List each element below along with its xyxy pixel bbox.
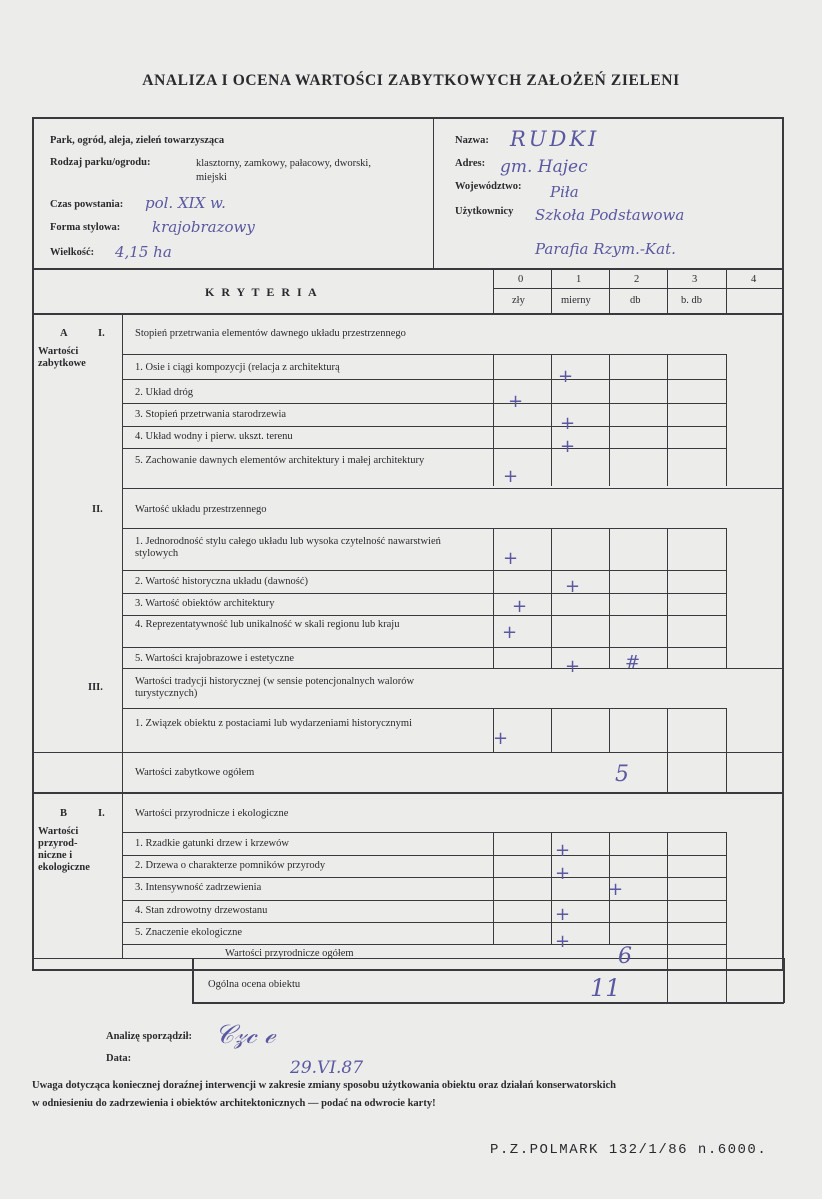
address-value: gm. Hajec bbox=[500, 157, 588, 177]
section-a-i: I. bbox=[98, 328, 105, 339]
park-kind-options-2: miejski bbox=[196, 172, 227, 183]
row-a2-1: 1. Jednorodność stylu całego układu lub wysoka czytelność nawarstwień stylowych bbox=[135, 536, 441, 559]
row-a3-1: 1. Związek obiektu z postaciami lub wydarzeniami historycznymi bbox=[135, 718, 412, 729]
users-label: Użytkownicy bbox=[455, 206, 514, 217]
grade-0: zły bbox=[512, 295, 525, 306]
row-overall: Ogólna ocena obiektu bbox=[208, 979, 301, 990]
section-a-name: Wartości zabytkowe bbox=[38, 346, 86, 369]
printer-imprint: P.Z.POLMARK 132/1/86 n.6000. bbox=[490, 1142, 768, 1158]
grade-2: db bbox=[630, 295, 641, 306]
voivodeship-value: Piła bbox=[550, 183, 579, 201]
voivodeship-label: Województwo: bbox=[455, 181, 522, 192]
a-total-value: 5 bbox=[615, 762, 629, 787]
score-3: 3 bbox=[692, 274, 698, 285]
row-a1-3: 3. Stopień przetrwania starodrzewia bbox=[135, 409, 287, 420]
row-b1-3: 3. Intensywność zadrzewienia bbox=[135, 882, 262, 893]
row-b1-5: 5. Znaczenie ekologiczne bbox=[135, 927, 242, 938]
size-label: Wielkość: bbox=[50, 247, 95, 258]
score-1: 1 bbox=[576, 274, 582, 285]
created-label: Czas powstania: bbox=[50, 199, 124, 210]
section-a-ii: II. bbox=[92, 504, 103, 515]
row-b1-head: Wartości przyrodnicze i ekologiczne bbox=[135, 808, 289, 819]
name-label: Nazwa: bbox=[455, 135, 489, 146]
row-a2-5: 5. Wartości krajobrazowe i estetyczne bbox=[135, 653, 295, 664]
row-b1-2: 2. Drzewa o charakterze pomników przyrody bbox=[135, 860, 326, 871]
row-a2-2: 2. Wartość historyczna układu (dawność) bbox=[135, 576, 309, 587]
grade-3: b. db bbox=[681, 295, 702, 306]
score-0: 0 bbox=[518, 274, 524, 285]
row-a1-1: 1. Osie i ciągi kompozycji (relacja z architekturą bbox=[135, 362, 340, 373]
grade-1: mierny bbox=[561, 295, 591, 306]
date-value: 29.VI.87 bbox=[290, 1058, 364, 1078]
row-a1-2: 2. Układ dróg bbox=[135, 387, 194, 398]
users-value-2: Parafia Rzym.-Kat. bbox=[535, 240, 676, 258]
style-value: krajobrazowy bbox=[152, 218, 255, 236]
users-value-1: Szkoła Podstawowa bbox=[535, 206, 685, 224]
section-a-iii: III. bbox=[88, 682, 103, 693]
row-a-total: Wartości zabytkowe ogółem bbox=[135, 767, 255, 778]
row-b1-4: 4. Stan zdrowotny drzewostanu bbox=[135, 905, 268, 916]
row-b1-1: 1. Rzadkie gatunki drzew i krzewów bbox=[135, 838, 289, 849]
score-4: 4 bbox=[751, 274, 757, 285]
created-value: pol. XIX w. bbox=[145, 194, 226, 212]
row-a1-head: Stopień przetrwania elementów dawnego układu przestrzennego bbox=[135, 328, 406, 339]
b-total-value: 6 bbox=[618, 944, 632, 969]
row-a1-4: 4. Układ wodny i pierw. ukszt. terenu bbox=[135, 431, 293, 442]
form-title: ANALIZA I OCENA WARTOŚCI ZABYTKOWYCH ZAŁOŻEŃ ZIELENI bbox=[142, 72, 680, 89]
row-a2-4: 4. Reprezentatywność lub unikalność w skali regionu lub kraju bbox=[135, 619, 400, 630]
criteria-label: K R Y T E R I A bbox=[205, 285, 319, 299]
row-a1-5: 5. Zachowanie dawnych elementów architektury i małej architektury bbox=[135, 455, 425, 466]
section-b-i: I. bbox=[98, 808, 105, 819]
park-type-label: Park, ogród, aleja, zieleń towarzysząca bbox=[50, 135, 225, 146]
park-kind-label: Rodzaj parku/ogrodu: bbox=[50, 157, 151, 168]
size-value: 4,15 ha bbox=[115, 243, 172, 261]
style-label: Forma stylowa: bbox=[50, 222, 121, 233]
section-a: A bbox=[60, 328, 68, 339]
note-line-1: Uwaga dotycząca koniecznej doraźnej interwencji w zakresie zmiany sposobu użytkowania obiektu oraz działań konserwatorskich bbox=[32, 1080, 616, 1091]
row-a2-head: Wartość układu przestrzennego bbox=[135, 504, 267, 515]
overall-value: 11 bbox=[590, 974, 621, 1002]
row-a2-3: 3. Wartość obiektów architektury bbox=[135, 598, 275, 609]
name-value: RUDKI bbox=[510, 127, 600, 151]
date-label: Data: bbox=[106, 1053, 132, 1064]
section-b-name: Wartości przyrod-niczne i ekologiczne bbox=[38, 826, 90, 873]
signature-icon: 𝒞𝓏𝒸 ℯ bbox=[215, 1020, 275, 1050]
analysis-label: Analizę sporządził: bbox=[106, 1031, 193, 1042]
score-2: 2 bbox=[634, 274, 640, 285]
park-kind-options: klasztorny, zamkowy, pałacowy, dworski, bbox=[196, 158, 371, 169]
row-b-total: Wartości przyrodnicze ogółem bbox=[225, 948, 354, 959]
row-a3-head: Wartości tradycji historycznej (w sensie potencjonalnych walorów turystycznych) bbox=[135, 676, 415, 699]
section-b: B bbox=[60, 808, 68, 819]
address-label: Adres: bbox=[455, 158, 486, 169]
note-line-2: w odniesieniu do zadrzewienia i obiektów architektonicznych — podać na odwrocie karty! bbox=[32, 1098, 436, 1109]
